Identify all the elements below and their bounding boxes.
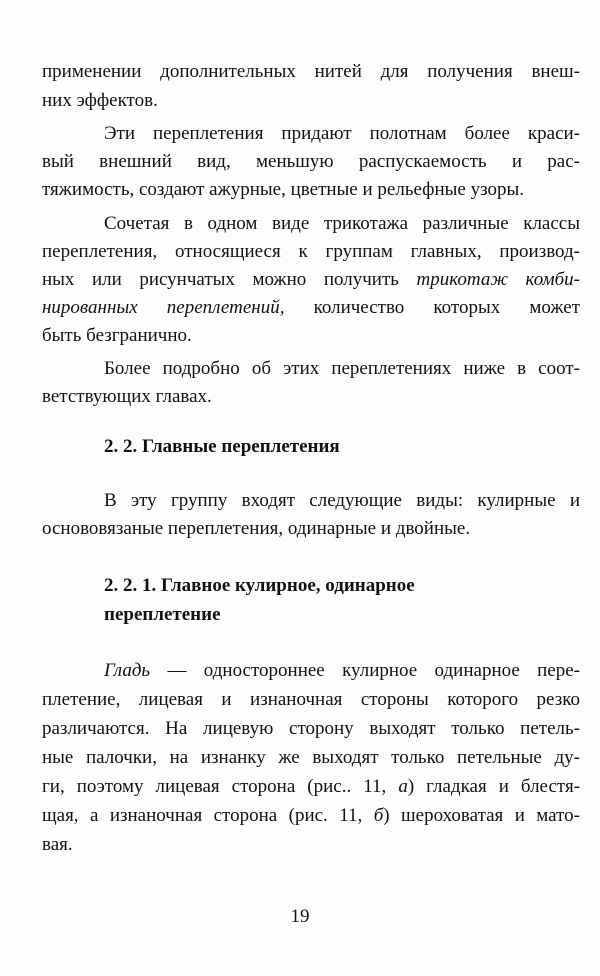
paragraph-4-line-2: ветствующих главах. <box>42 386 212 407</box>
paragraph-6-line-5 <box>42 775 580 799</box>
term-glad: Гладь <box>104 660 151 681</box>
paragraph-2-line-1: Эти переплетения придают полотнам более краси- <box>104 123 580 144</box>
paragraph-3-line-5: быть безгранично. <box>42 325 192 346</box>
paragraph-1-line-2: них эффектов. <box>42 90 158 111</box>
paragraph-3-line-3-italic: трикотаж комби- <box>416 269 581 290</box>
paragraph-2-line-2: вый внешний вид, меньшую распускаемость и рас- <box>42 151 580 172</box>
paragraph-6-line-6-a: щая, а изнаночная сторона (рис. 11, <box>42 805 363 826</box>
paragraph-3-line-2: переплетения, относящиеся к группам главных, производ- <box>42 241 580 262</box>
paragraph-6-line-1 <box>104 659 580 683</box>
paragraph-6-line-3: различаются. На лицевую сторону выходят только петель- <box>42 718 580 739</box>
paragraph-6-line-6-b: ) шероховатая и мато- <box>383 805 581 826</box>
section-heading-2-2: 2. 2. Главные переплетения <box>104 436 340 457</box>
paragraph-3-line-3-plain: ных или рисунчатых можно получить <box>42 269 399 290</box>
paragraph-6-line-6 <box>42 804 580 828</box>
paragraph-3-line-4 <box>42 296 580 320</box>
paragraph-6-line-5-b: ) гладкая и блестя- <box>407 776 581 797</box>
paragraph-6-line-2: плетение, лицевая и изнаночная стороны которого резко <box>42 689 580 710</box>
paragraph-6-line-1-rest: — одностороннее кулирное одинарное пере- <box>167 660 580 681</box>
figure-ref-b: б <box>373 805 384 826</box>
paragraph-5-line-2: основовязаные переплетения, одинарные и двойные. <box>42 518 471 539</box>
paragraph-3-line-4-plain: количество которых может <box>313 297 581 318</box>
paragraph-4-line-1: Более подробно об этих переплетениях ниже в соот- <box>104 358 580 379</box>
paragraph-5-line-1: В эту группу входят следующие виды: кулирные и <box>104 490 580 511</box>
paragraph-3-line-4-italic: нированных переплетений, <box>42 297 285 318</box>
paragraph-3-line-1: Сочетая в одном виде трикотажа различные классы <box>104 213 580 234</box>
paragraph-1-line-1: применении дополнительных нитей для получения внеш- <box>42 61 580 82</box>
paragraph-6-line-4: ные палочки, на изнанку же выходят только петельные ду- <box>42 747 580 768</box>
subsection-heading-line-2: переплетение <box>104 604 221 625</box>
paragraph-3-line-3 <box>42 268 580 292</box>
figure-ref-a: а <box>398 776 408 797</box>
page-number: 19 <box>290 906 310 927</box>
paragraph-6-line-7: вая. <box>42 834 73 855</box>
paragraph-6-line-5-a: ги, поэтому лицевая сторона (рис.. 11, <box>42 776 387 797</box>
paragraph-2-line-3: тяжимость, создают ажурные, цветные и рельефные узоры. <box>42 179 524 200</box>
subsection-heading-line-1: 2. 2. 1. Главное кулирное, одинарное <box>104 575 415 596</box>
